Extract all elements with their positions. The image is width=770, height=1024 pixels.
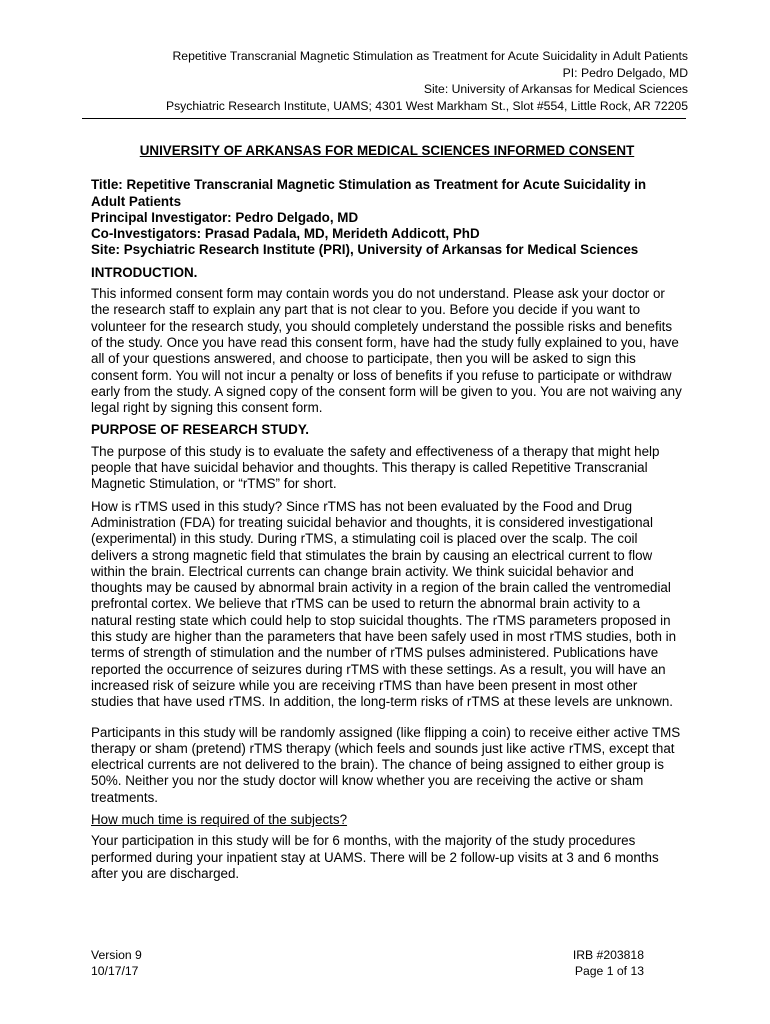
header-address: Psychiatric Research Institute, UAMS; 4301 West Markham St., Slot #554, Little Rock, AR 72205 (165, 98, 688, 113)
footer-date: 10/17/17 (91, 964, 139, 978)
header-pi: PI: Pedro Delgado, MD (562, 65, 688, 80)
time-required-paragraph: Your participation in this study will be for 6 months, with the majority of the study procedures performed during your inpatient stay at UAMS. There will be 2 follow-up visits at 3 and 6 months after you are discharged. (91, 833, 659, 881)
study-title: Title: Repetitive Transcranial Magnetic Stimulation as Treatment for Acute Suicidality in Adult Patients (91, 177, 647, 209)
study-info (91, 177, 683, 258)
header-divider (82, 118, 686, 119)
purpose-paragraph-1: The purpose of this study is to evaluate the safety and effectiveness of a therapy that might help people that have suicidal behavior and thoughts. This therapy is called Repetitive Transcranial Magnetic Stimulation, or “rTMS” for short. (91, 443, 660, 492)
study-site: Site: Psychiatric Research Institute (PRI), University of Arkansas for Medical Sciences (91, 242, 639, 258)
footer-irb-block (573, 947, 644, 979)
footer-version-block (91, 947, 142, 979)
purpose-paragraph-3: Participants in this study will be randomly assigned (like flipping a coin) to receive either active TMS therapy or sham (pretend) rTMS therapy (which feels and sounds just like active rTMS, except that electrical currents are not delivered to the brain). The chance of being assigned to either group is 50%. Neither you nor the study doctor will know whether you are receiving the active or sham treatments. (91, 724, 681, 805)
purpose-heading: PURPOSE OF RESEARCH STUDY. (91, 422, 310, 438)
header-site: Site: University of Arkansas for Medical Sciences (423, 82, 688, 96)
time-required-heading: How much time is required of the subjects? (91, 811, 348, 827)
co-investigators: Co-Investigators: Prasad Padala, MD, Merideth Addicott, PhD (91, 226, 480, 242)
introduction-paragraph: This informed consent form may contain words you do not understand. Please ask your doctor or the research staff to explain any part that is not clear to you. Before you decide if you want to volunteer for the research study, you should completely understand the possible risks and benefits of the study. Once you have read this consent form, have had the study fully explained to you, have all of your questions answered, and choose to participate, then you will be asked to sign this consent form. You will not incur a penalty or loss of benefits if you refuse to participate or withdraw early from the study. A signed copy of the consent form will be given to you. You are not waiving any legal right by signing this consent form. (91, 286, 682, 416)
principal-investigator: Principal Investigator: Pedro Delgado, MD (91, 209, 359, 225)
footer-version: Version 9 (91, 948, 142, 962)
footer-irb-number: IRB #203818 (572, 948, 644, 962)
running-header (166, 48, 688, 114)
purpose-paragraph-2: How is rTMS used in this study? Since rTMS has not been evaluated by the Food and Drug Administration (FDA) for treating suicidal behavior and thoughts, it is considered investigational (experimental) in this study. During rTMS, a stimulating coil is placed over the scalp. The coil delivers a strong magnetic field that stimulates the brain by causing an electrical current to flow within the brain. Electrical currents can change brain activity. We think suicidal behavior and thoughts may be caused by abnormal brain activity in a region of the brain called the ventromedial prefrontal cortex. We believe that rTMS can be used to return the abnormal brain activity to a natural resting state which could help to stop suicidal thoughts. The rTMS parameters proposed in this study are higher than the parameters that have been safely used in most rTMS studies, both in terms of strength of stimulation and the number of rTMS pulses administered. Publications have reported the occurrence of seizures during rTMS with these settings. As a result, you will have an increased risk of seizure while you are receiving rTMS than have been present in most other studies that have used rTMS. In addition, the long-term risks of rTMS at these levels are unknown. (91, 498, 677, 710)
page-title: UNIVERSITY OF ARKANSAS FOR MEDICAL SCIENCES INFORMED CONSENT (139, 143, 635, 158)
footer-page-number: Page 1 of 13 (574, 964, 644, 978)
document-body (91, 143, 683, 888)
introduction-heading: INTRODUCTION. (91, 264, 198, 280)
header-study-title: Repetitive Transcranial Magnetic Stimulation as Treatment for Acute Suicidality in Adult Patients (172, 49, 688, 63)
